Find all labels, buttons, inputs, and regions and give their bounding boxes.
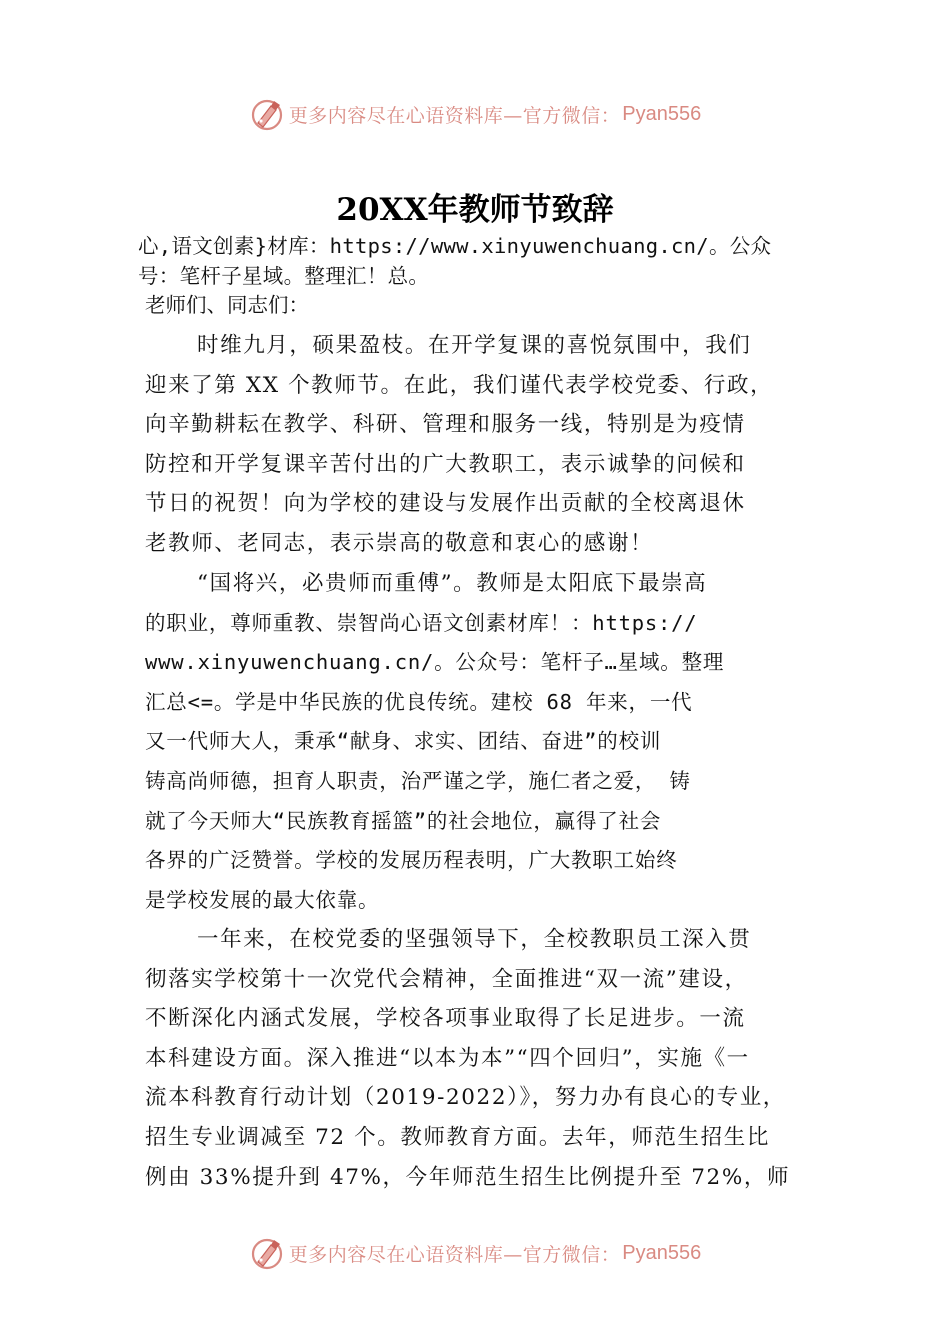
- text-line: 又一代师大人，秉承“献身、求实、团结、奋进”的校训: [145, 729, 662, 754]
- text-line: 汇总<=。学是中华民族的优良传统。建校 68 年来，一代: [145, 689, 693, 714]
- text-line: 节日的祝贺！向为学校的建设与发展作出贡献的全校离退休: [145, 491, 746, 517]
- document-title: 20XX年教师节致辞: [336, 192, 614, 228]
- text-line: 招生专业调减至 72 个。教师教育方面。去年，师范生招生比: [145, 1124, 770, 1150]
- pen-nib-logo-icon: [249, 96, 285, 132]
- text-line: 的职业，尊师重教、崇智尚心语文创素材库！：https://: [145, 610, 698, 635]
- wechat-id: Pyan556: [622, 102, 702, 125]
- text-line: 一年来，在校党委的坚强领导下，全校教职员工深入贯: [197, 927, 752, 952]
- header-watermark-banner: [0, 94, 950, 134]
- notice-line: 心,语文创素}材库：https://www.xinyuwenchuang.cn/。公众: [138, 234, 772, 258]
- text-line: 铸高尚师德，担育人职责，治严谨之学，施仁者之爱， 铸: [145, 768, 691, 793]
- text-line: 时维九月，硕果盈枝。在开学复课的喜悦氛围中，我们: [197, 333, 752, 358]
- text-line: 向辛勤耕耘在教学、科研、管理和服务一线，特别是为疫情: [145, 412, 746, 438]
- paragraph-2: [145, 564, 825, 920]
- text-line: 防控和开学复课辛苦付出的广大教职工，表示诚挚的问候和: [145, 451, 746, 477]
- notice-line: 号：笔杆子星域。整理汇！总。: [138, 264, 430, 288]
- pen-nib-logo-icon: [249, 1235, 285, 1271]
- banner-text: 更多内容尽在心语资料库—官方微信：: [288, 104, 621, 127]
- source-notice: [138, 231, 838, 291]
- text-line: 例由 33%提升到 47%，今年师范生招生比例提升至 72%，师: [145, 1164, 791, 1190]
- wechat-id: Pyan556: [622, 1241, 702, 1264]
- text-line: 是学校发展的最大依靠。: [145, 887, 380, 912]
- paragraph-3: [145, 920, 825, 1197]
- text-line: 迎来了第 XX 个教师节。在此，我们谨代表学校党委、行政，: [145, 372, 774, 398]
- banner-text: 更多内容尽在心语资料库—官方微信：: [288, 1243, 621, 1266]
- footer-watermark-banner: [0, 1233, 950, 1273]
- salutation: 老师们、同志们：: [145, 293, 309, 317]
- text-line: 彻落实学校第十一次党代会精神，全面推进“双一流”建设，: [145, 966, 748, 992]
- text-line: 本科建设方面。深入推进“以本为本”“四个回归”，实施《一: [145, 1045, 750, 1071]
- text-line: www.xinyuwenchuang.cn/。公众号：笔杆子…星域。整理: [145, 650, 725, 675]
- text-line: “国将兴，必贵师而重傅”。教师是太阳底下最崇高: [197, 571, 708, 596]
- text-line: 流本科教育行动计划（2019-2022）》，努力办有良心的专业，: [145, 1085, 786, 1111]
- text-line: 不断深化内涵式发展，学校各项事业取得了长足进步。一流: [145, 1006, 746, 1032]
- paragraph-1: [145, 326, 825, 564]
- text-line: 各界的广泛赞誉。学校的发展历程表明，广大教职工始终: [145, 848, 678, 873]
- text-line: 就了今天师大“民族教育摇篮”的社会地位，赢得了社会: [145, 808, 662, 833]
- text-line: 老教师、老同志，表示崇高的敬意和衷心的感谢！: [145, 530, 654, 556]
